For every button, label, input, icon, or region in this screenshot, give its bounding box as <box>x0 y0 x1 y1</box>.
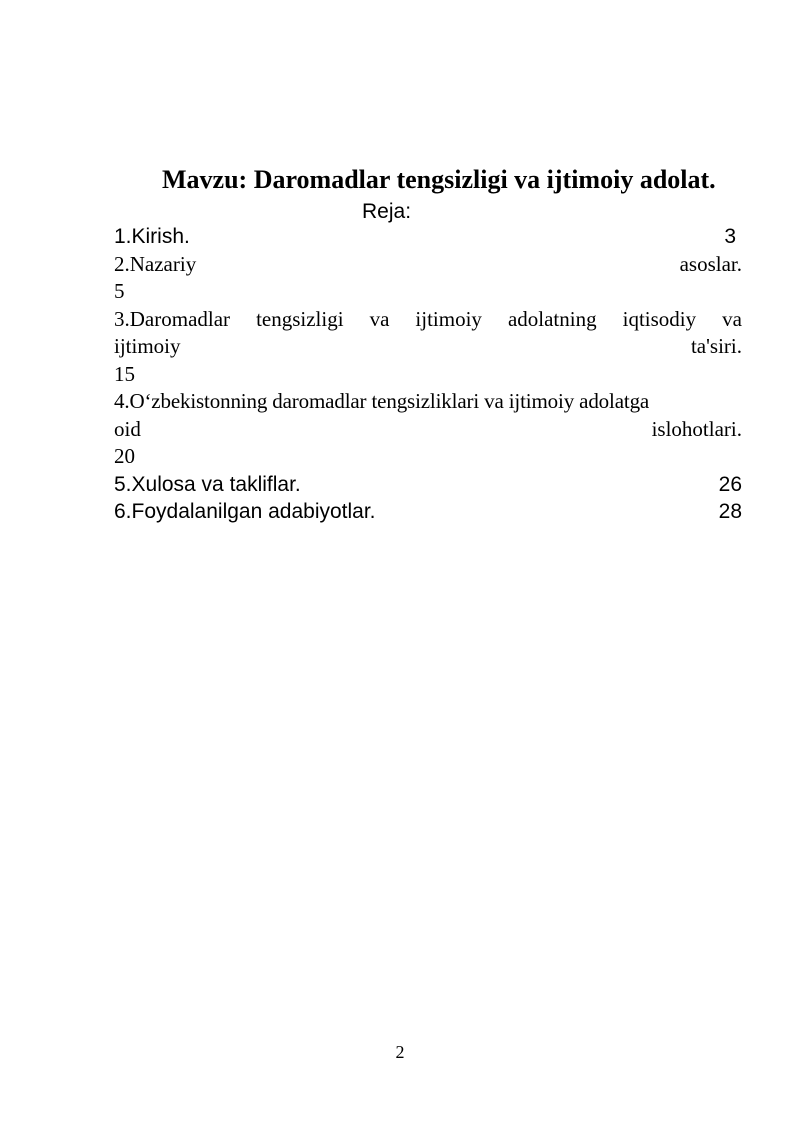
toc-item-label: 4.O‘zbekistonning daromadlar tengsizliklari va ijtimoiy adolatga <box>114 389 650 413</box>
toc-item-word: tengsizligi <box>256 306 344 331</box>
page-number: 2 <box>395 1042 405 1062</box>
toc-item-page: 5 <box>114 279 125 303</box>
plan-heading: Reja: <box>362 200 412 223</box>
title-block <box>162 163 716 197</box>
toc-item-4-page-line <box>114 443 742 471</box>
toc-item-label: 5.Xulosa va takliflar. <box>114 472 301 496</box>
toc-item-4-continuation <box>114 416 742 444</box>
toc-item-page: 28 <box>718 500 742 523</box>
toc-item-5 <box>114 471 742 499</box>
toc-item-1 <box>114 223 742 251</box>
toc-item-label: 6.Foydalanilgan adabiyotlar. <box>114 500 376 523</box>
toc-item-4 <box>114 388 742 416</box>
table-of-contents <box>114 223 742 526</box>
toc-item-page: 3 <box>724 225 736 248</box>
toc-item-word: va <box>369 306 390 331</box>
toc-item-label-start: oid <box>114 416 141 441</box>
toc-item-label-end: islohotlari. <box>651 416 742 441</box>
toc-item-word: 3.Daromadlar <box>114 306 231 331</box>
toc-item-label: 1.Kirish. <box>114 225 190 248</box>
toc-item-page: 15 <box>114 361 135 386</box>
toc-item-label-end: asoslar. <box>679 251 742 276</box>
toc-item-word: ijtimoiy <box>415 306 482 331</box>
toc-item-word: va <box>722 306 742 331</box>
toc-item-label-end: ta'siri. <box>690 334 742 358</box>
toc-item-2-page-line <box>114 278 742 306</box>
toc-item-word: adolatning <box>507 306 597 331</box>
toc-item-page: 20 <box>114 444 135 468</box>
document-title: Mavzu: Daromadlar tengsizligi va ijtimoiy adolat. <box>162 165 716 194</box>
toc-item-label-start: ijtimoiy <box>114 334 181 358</box>
toc-item-word: iqtisodiy <box>622 306 697 331</box>
toc-item-3-page-line <box>114 361 742 389</box>
toc-item-3 <box>114 306 742 334</box>
toc-item-2 <box>114 251 742 279</box>
toc-item-3-continuation <box>114 333 742 361</box>
toc-item-label-start: 2.Nazariy <box>114 251 197 276</box>
toc-item-page: 26 <box>718 472 742 496</box>
toc-item-6 <box>114 498 742 526</box>
